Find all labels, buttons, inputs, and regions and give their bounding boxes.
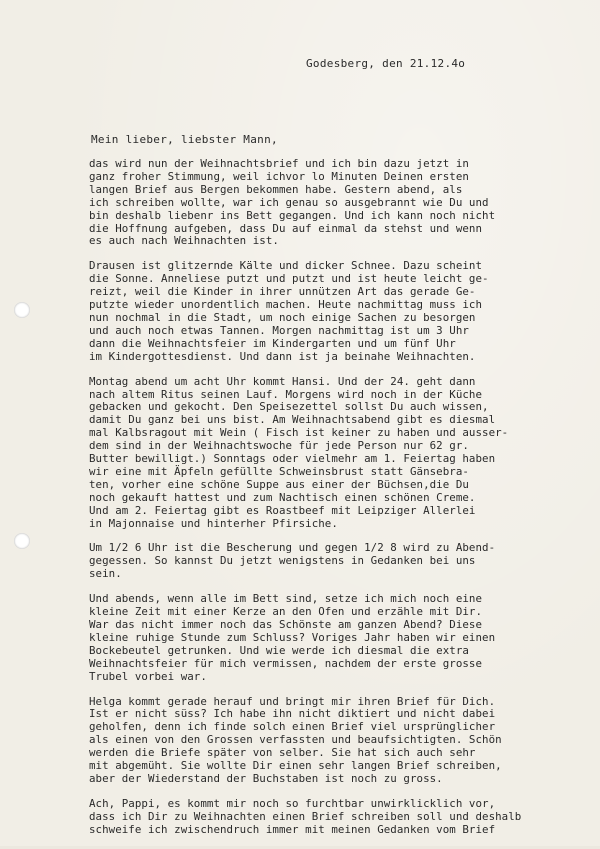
text-line: bin deshalb liebenr ins Bett gegangen. Und ich kann noch nicht (89, 208, 496, 222)
text-line: War das nicht immer noch das Schönste am ganzen Abend? Diese (89, 618, 483, 631)
letter-date: Godesberg, den 21.12.4o (306, 57, 466, 70)
text-line: es auch nach Weihnachten ist. (89, 234, 279, 248)
text-line: ich schreiben wollte, war ich genau so ausgebrannt wie Du und (89, 195, 489, 209)
letter-paragraph (89, 376, 589, 531)
text-line: Trubel vorbei war. (89, 669, 207, 683)
text-line: aber der Wiederstand der Buchstaben ist noch zu gross. (89, 771, 443, 785)
text-line: sein. (89, 567, 122, 581)
text-line: dann die Weihnachtsfeier im Kindergarten und um fünf Uhr (89, 336, 456, 350)
letter-paragraph (89, 158, 589, 248)
letter-body (89, 158, 589, 849)
punch-hole (14, 302, 30, 318)
text-line: dem sind in der Weihnachtswoche für jede Person nur 62 gr. (89, 439, 469, 453)
text-line: Montag abend um acht Uhr kommt Hansi. Und der 24. geht dann (89, 374, 476, 388)
text-line: Ach, Pappi, es kommt mir noch so furchtbar unwirklicklich vor, (89, 796, 496, 810)
text-line: reizt, weil die Kinder in ihrer unnützen Art das gerade Ge- (89, 285, 476, 299)
letter-salutation: Mein lieber, liebster Mann, (91, 133, 278, 146)
text-line: dass ich Dir zu Weihnachten einen Brief schreiben soll und deshalb (89, 809, 522, 823)
text-line: schweife ich zwischendruch immer mit meinen Gedanken vom Brief (89, 822, 496, 836)
text-line: Butter bewilligt.) Sonntags oder vielmehr am 1. Feiertag haben (89, 452, 496, 466)
text-line: ten, vorher eine schöne Suppe aus einer der Büchsen,die Du (89, 477, 469, 491)
text-line: geholfen, denn ich finde solch einen Brief viel ursprünglicher (89, 720, 496, 734)
text-line: Bockebeutel getrunken. Und wie werde ich diesmal die extra (89, 643, 469, 657)
punch-hole (14, 533, 30, 549)
text-line: Um 1/2 6 Uhr ist die Bescherung und gegen 1/2 8 wird zu Abend- (89, 541, 496, 555)
text-line: werden die Briefe später von selber. Sie hat sich auch sehr (89, 746, 476, 760)
letter-paragraph (89, 260, 589, 363)
text-line: im Kindergottesdienst. Und dann ist ja beinahe Weihnachten. (89, 349, 476, 363)
text-line: Helga kommt gerade herauf und bringt mir ihren Brief für Dich. (89, 694, 496, 708)
letter-paragraph (89, 696, 589, 786)
text-line: wir eine mit Äpfeln gefüllte Schweinsbrust statt Gänsebra- (89, 464, 469, 478)
text-line: gebacken und gekocht. Den Speisezettel sollst Du auch wissen, (89, 400, 489, 414)
text-line: mal Kalbsragout mit Wein ( Fisch ist keiner zu haben und ausser- (89, 426, 509, 440)
text-line: mit abgemüht. Sie wollte Dir einen sehr langen Brief schreiben, (89, 759, 502, 773)
text-line: die Hoffnung aufgeben, dass Du auf einmal da stehst und wenn (89, 221, 483, 235)
text-line: Und abends, wenn alle im Bett sind, setze ich mich noch eine (89, 592, 483, 606)
text-line: gegessen. So kannst Du jetzt wenigstens in Gedanken bei uns (89, 554, 476, 568)
text-line: ganz froher Stimmung, weil ichvor lo Minuten Deinen ersten (89, 169, 469, 183)
letter-paragraph (89, 593, 589, 683)
text-line: Drausen ist glitzernde Kälte und dicker Schnee. Dazu scheint (89, 259, 483, 273)
text-line: Und am 2. Feiertag gibt es Roastbeef mit Leipziger Allerlei (89, 503, 476, 517)
text-line: Weihnachtsfeier für mich vermissen, nachdem der erste grosse (89, 656, 483, 670)
text-line: als einen von den Grossen verfassten und beaufsichtigten. Schön (89, 733, 502, 747)
text-line: kleine ruhige Stunde zum Schluss? Voriges Jahr haben wir einen (89, 630, 496, 644)
text-line: in Majonnaise und hinterher Pfirsiche. (89, 516, 338, 530)
text-line: nun nochmal in die Stadt, um noch einige Sachen zu besorgen (89, 310, 476, 324)
text-line: damit Du ganz bei uns bist. Am Weihnachtsabend gibt es diesmal (89, 413, 496, 427)
text-line: langen Brief aus Bergen bekommen habe. Gestern abend, als (89, 182, 463, 196)
text-line: kleine Zeit mit einer Kerze an den Ofen und erzähle mit Dir. (89, 605, 483, 619)
text-line: die Sonne. Anneliese putzt und putzt und ist heute leicht ge- (89, 272, 489, 286)
text-line: das wird nun der Weihnachtsbrief und ich bin dazu jetzt in (89, 157, 469, 170)
text-line: und auch noch etwas Tannen. Morgen nachmittag ist um 3 Uhr (89, 323, 469, 337)
letter-paragraph (89, 542, 589, 581)
text-line: nach altem Ritus seinen Lauf. Morgens wird noch in der Küche (89, 387, 483, 401)
text-line: Ist er nicht süss? Ich habe ihn nicht diktiert und nicht dabei (89, 707, 496, 721)
text-line: putzte wieder unordentlich machen. Heute nachmittag muss ich (89, 298, 483, 312)
letter-paragraph (89, 798, 589, 837)
text-line: noch gekauft hattest und zum Nachtisch einen schönen Creme. (89, 490, 476, 504)
